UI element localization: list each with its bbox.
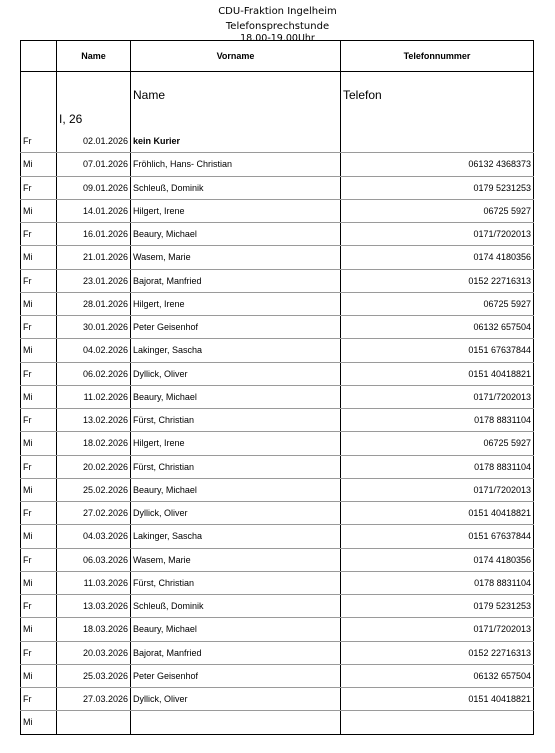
subheader-telefon: Telefon (341, 72, 534, 109)
name-cell: Schleuß, Dominik (131, 176, 341, 199)
day-cell: Mi (21, 153, 57, 176)
name-cell: Beaury, Michael (131, 385, 341, 408)
date-cell: 13.02.2026 (57, 409, 131, 432)
date-cell: 04.02.2026 (57, 339, 131, 362)
telefon-cell (341, 130, 534, 153)
name-cell: Fürst, Christian (131, 571, 341, 594)
day-cell: Fr (21, 316, 57, 339)
telefon-cell: 06725 5927 (341, 292, 534, 315)
telefon-cell: 0178 8831104 (341, 571, 534, 594)
table-row (21, 548, 534, 571)
date-cell: 13.03.2026 (57, 595, 131, 618)
header-title: CDU-Fraktion Ingelheim (218, 6, 337, 17)
day-cell: Mi (21, 292, 57, 315)
date-cell: 25.03.2026 (57, 664, 131, 687)
name-cell: Beaury, Michael (131, 478, 341, 501)
table-row (21, 688, 534, 711)
table-row (21, 711, 534, 734)
header-subtitle: Telefonsprechstunde (225, 21, 330, 32)
column-header-row (21, 41, 534, 72)
name-cell: Hilgert, Irene (131, 292, 341, 315)
name-cell: Fürst, Christian (131, 409, 341, 432)
table-row (21, 199, 534, 222)
name-cell: Fröhlich, Hans- Christian (131, 153, 341, 176)
day-cell: Fr (21, 409, 57, 432)
telefon-cell: 0179 5231253 (341, 176, 534, 199)
day-cell: Fr (21, 130, 57, 153)
table-row (21, 664, 534, 687)
telefon-cell: 0171/7202013 (341, 618, 534, 641)
name-cell: Dyllick, Oliver (131, 502, 341, 525)
date-cell: 27.03.2026 (57, 688, 131, 711)
telefon-cell: 0151 40418821 (341, 362, 534, 385)
name-cell: Hilgert, Irene (131, 432, 341, 455)
table-row (21, 292, 534, 315)
day-cell: Mi (21, 664, 57, 687)
date-cell: 11.03.2026 (57, 571, 131, 594)
table-row (21, 571, 534, 594)
day-cell: Fr (21, 548, 57, 571)
table-row (21, 409, 534, 432)
date-cell: 18.02.2026 (57, 432, 131, 455)
table-row (21, 618, 534, 641)
day-cell: Mi (21, 478, 57, 501)
date-cell: 20.03.2026 (57, 641, 131, 664)
name-cell: Wasem, Marie (131, 246, 341, 269)
table-row (21, 525, 534, 548)
day-cell: Mi (21, 432, 57, 455)
day-cell: Mi (21, 711, 57, 734)
name-cell: Wasem, Marie (131, 548, 341, 571)
table-row (21, 502, 534, 525)
telefon-cell: 0178 8831104 (341, 409, 534, 432)
day-cell: Mi (21, 571, 57, 594)
group-row (21, 108, 534, 130)
telefon-cell: 0171/7202013 (341, 478, 534, 501)
day-cell: Fr (21, 176, 57, 199)
schedule-table (20, 40, 534, 735)
day-cell: Fr (21, 269, 57, 292)
day-cell: Mi (21, 199, 57, 222)
telefon-cell: 0151 40418821 (341, 502, 534, 525)
date-cell: 04.03.2026 (57, 525, 131, 548)
name-cell: Beaury, Michael (131, 618, 341, 641)
name-cell: Peter Geisenhof (131, 664, 341, 687)
table-row (21, 316, 534, 339)
column-header-day (21, 41, 57, 72)
telefon-cell: 06132 657504 (341, 316, 534, 339)
telefon-cell (341, 711, 534, 734)
day-cell: Fr (21, 455, 57, 478)
telefon-cell: 0171/7202013 (341, 385, 534, 408)
name-cell: Lakinger, Sascha (131, 339, 341, 362)
table-row (21, 339, 534, 362)
telefon-cell: 0179 5231253 (341, 595, 534, 618)
name-cell: Beaury, Michael (131, 223, 341, 246)
telefon-cell: 0178 8831104 (341, 455, 534, 478)
date-cell: 25.02.2026 (57, 478, 131, 501)
telefon-cell: 0171/7202013 (341, 223, 534, 246)
table-row (21, 385, 534, 408)
date-cell (57, 711, 131, 734)
column-header-telefon: Telefonnummer (341, 41, 534, 72)
column-header-vorname: Vorname (131, 41, 341, 72)
date-cell: 16.01.2026 (57, 223, 131, 246)
telefon-cell: 0174 4180356 (341, 246, 534, 269)
date-cell: 28.01.2026 (57, 292, 131, 315)
name-cell: Schleuß, Dominik (131, 595, 341, 618)
date-cell: 20.02.2026 (57, 455, 131, 478)
date-cell: 11.02.2026 (57, 385, 131, 408)
table-row (21, 176, 534, 199)
telefon-cell: 0174 4180356 (341, 548, 534, 571)
date-cell: 14.01.2026 (57, 199, 131, 222)
day-cell: Mi (21, 385, 57, 408)
date-cell: 06.02.2026 (57, 362, 131, 385)
day-cell: Fr (21, 688, 57, 711)
telefon-cell: 06132 4368373 (341, 153, 534, 176)
name-cell: Fürst, Christian (131, 455, 341, 478)
day-cell: Mi (21, 246, 57, 269)
telefon-cell: 0151 40418821 (341, 688, 534, 711)
table-row (21, 130, 534, 153)
column-header-name: Name (57, 41, 131, 72)
name-cell: Peter Geisenhof (131, 316, 341, 339)
telefon-cell: 06725 5927 (341, 432, 534, 455)
day-cell: Fr (21, 595, 57, 618)
date-cell: 09.01.2026 (57, 176, 131, 199)
table-row (21, 595, 534, 618)
table-row (21, 478, 534, 501)
day-cell: Fr (21, 223, 57, 246)
telefon-cell: 06725 5927 (341, 199, 534, 222)
date-cell: 27.02.2026 (57, 502, 131, 525)
table-row (21, 432, 534, 455)
day-cell: Mi (21, 339, 57, 362)
subheader-name: Name (131, 72, 341, 109)
telefon-cell: 0152 22716313 (341, 641, 534, 664)
name-cell (131, 711, 341, 734)
header-time: 18.00-19.00Uhr (240, 33, 315, 44)
table-row (21, 153, 534, 176)
telefon-cell: 0151 67637844 (341, 339, 534, 362)
telefon-cell: 0152 22716313 (341, 269, 534, 292)
date-cell: 23.01.2026 (57, 269, 131, 292)
group-label: I, 26 (57, 108, 131, 130)
table-row (21, 641, 534, 664)
name-cell: Hilgert, Irene (131, 199, 341, 222)
date-cell: 18.03.2026 (57, 618, 131, 641)
day-cell: Fr (21, 641, 57, 664)
table-row (21, 455, 534, 478)
day-cell: Fr (21, 502, 57, 525)
name-cell: Dyllick, Oliver (131, 362, 341, 385)
table-row (21, 223, 534, 246)
day-cell: Fr (21, 362, 57, 385)
table-row (21, 246, 534, 269)
document-header (0, 4, 555, 44)
date-cell: 07.01.2026 (57, 153, 131, 176)
table-row (21, 362, 534, 385)
day-cell: Mi (21, 618, 57, 641)
name-cell: kein Kurier (131, 130, 341, 153)
name-cell: Bajorat, Manfried (131, 641, 341, 664)
name-cell: Bajorat, Manfried (131, 269, 341, 292)
telefon-cell: 06132 657504 (341, 664, 534, 687)
day-cell: Mi (21, 525, 57, 548)
name-cell: Dyllick, Oliver (131, 688, 341, 711)
telefon-cell: 0151 67637844 (341, 525, 534, 548)
date-cell: 21.01.2026 (57, 246, 131, 269)
date-cell: 30.01.2026 (57, 316, 131, 339)
date-cell: 06.03.2026 (57, 548, 131, 571)
table-row (21, 269, 534, 292)
subheader-row (21, 72, 534, 109)
name-cell: Lakinger, Sascha (131, 525, 341, 548)
date-cell: 02.01.2026 (57, 130, 131, 153)
